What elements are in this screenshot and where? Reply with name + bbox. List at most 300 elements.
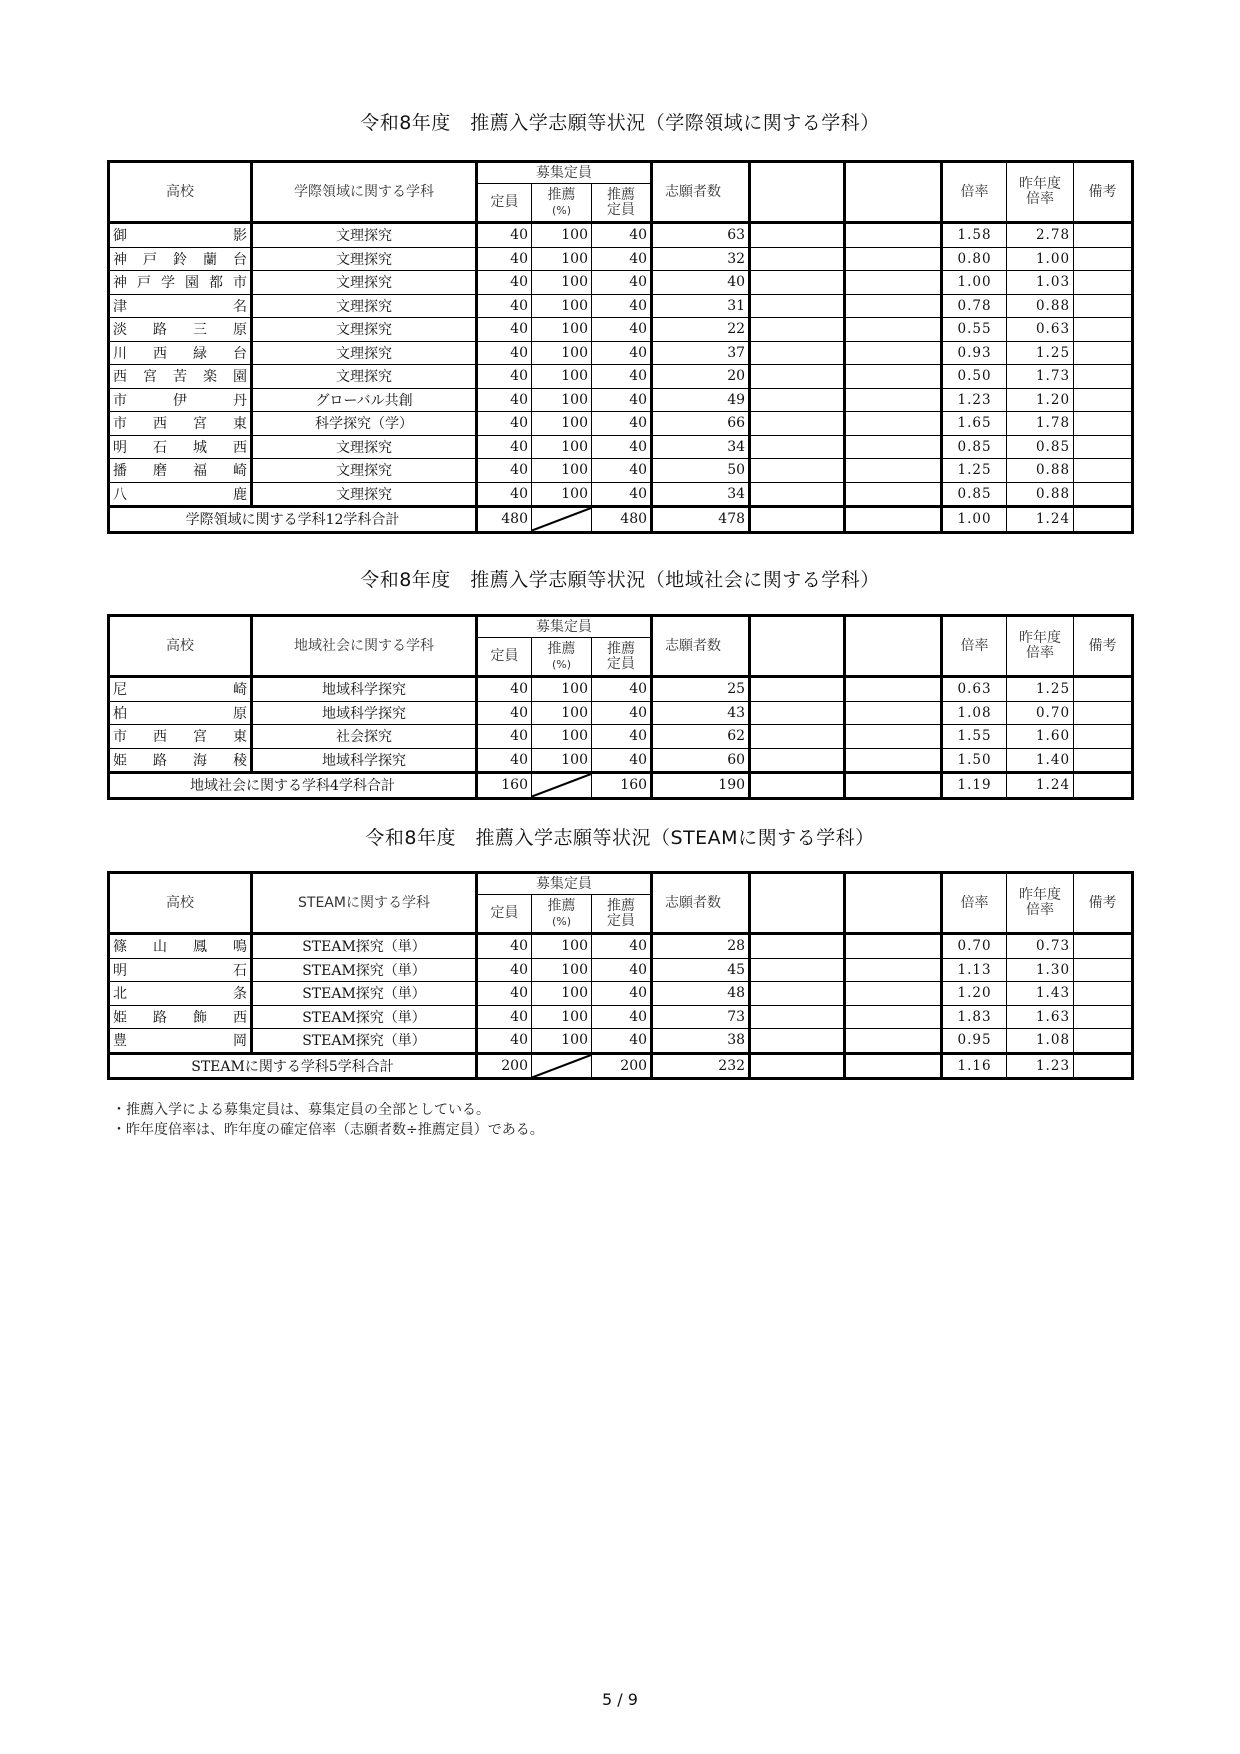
rec-pct-cell: 100: [532, 701, 592, 725]
subject-cell: STEAM探究（単）: [252, 1005, 477, 1029]
rec-quota-cell: 40: [592, 1029, 652, 1054]
header-prev-rate: [1007, 162, 1074, 223]
section-title: 令和8年度 推薦入学志願等状況（学際領域に関する学科）: [360, 112, 880, 134]
rec-pct-cell: 100: [532, 412, 592, 436]
prev-rate-cell: 0.63: [1007, 318, 1074, 342]
school-cell: [109, 748, 252, 773]
subject-cell: 文理探究: [252, 223, 477, 248]
header-blank: [845, 162, 942, 223]
blank-cell: [750, 1053, 845, 1079]
header-remarks: 備考: [1074, 162, 1133, 223]
prev-rate-cell: 0.88: [1007, 459, 1074, 483]
school-name-char: 条: [233, 986, 247, 1003]
rec-quota-cell: 40: [592, 341, 652, 365]
footnote: ・昨年度倍率は、昨年度の確定倍率（志願者数÷推薦定員）である。: [112, 1122, 544, 1138]
school-name-char: 三: [193, 322, 207, 339]
quota-cell: 40: [477, 247, 532, 271]
rec-pct-cell: 100: [532, 748, 592, 773]
applicants-cell: 43: [652, 701, 750, 725]
blank-cell: [750, 1005, 845, 1029]
page-number: 5 / 9: [602, 1690, 638, 1709]
total-row: [109, 507, 1133, 533]
applicants-cell: 38: [652, 1029, 750, 1054]
total-applicants-cell: 190: [652, 773, 750, 799]
school-name-char: 西: [153, 729, 167, 746]
blank-cell: [750, 677, 845, 702]
applicants-cell: 31: [652, 294, 750, 318]
school-name-char: 鳴: [233, 939, 247, 956]
rate-cell: 0.70: [942, 934, 1007, 959]
school-name-char: 城: [193, 439, 207, 456]
header-quota-group: 募集定員: [477, 616, 652, 638]
quota-cell: 40: [477, 294, 532, 318]
subject-cell: 地域科学探究: [252, 701, 477, 725]
total-label: STEAMに関する学科5学科合計: [109, 1053, 477, 1079]
remarks-cell: [1074, 271, 1133, 295]
blank-cell: [750, 294, 845, 318]
blank-cell: [750, 412, 845, 436]
prev-rate-cell: 1.73: [1007, 365, 1074, 389]
school-name-char: 路: [153, 322, 167, 339]
prev-rate-cell: 0.70: [1007, 701, 1074, 725]
header-school: 高校: [109, 873, 252, 934]
remarks-cell: [1074, 1053, 1133, 1079]
prev-rate-cell: 1.25: [1007, 677, 1074, 702]
remarks-cell: [1074, 223, 1133, 248]
table-row: [109, 725, 1133, 749]
quota-cell: 40: [477, 701, 532, 725]
subject-cell: 社会探究: [252, 725, 477, 749]
rate-cell: 1.23: [942, 388, 1007, 412]
school-name-char: 神: [113, 251, 127, 268]
diagonal-line-icon: [532, 774, 591, 797]
rec-quota-cell: 40: [592, 318, 652, 342]
blank-cell: [845, 482, 942, 507]
table-row: [109, 271, 1133, 295]
blank-cell: [750, 958, 845, 982]
prev-rate-cell: 1.25: [1007, 341, 1074, 365]
header-rec-quota-line1: 推薦: [607, 186, 636, 203]
subject-cell: STEAM探究（単）: [252, 982, 477, 1006]
school-name-char: 西: [233, 1009, 247, 1026]
subject-cell: STEAM探究（単）: [252, 958, 477, 982]
school-name-char: 福: [193, 463, 207, 480]
prev-rate-cell: 1.00: [1007, 247, 1074, 271]
school-name-char: 鈴: [173, 251, 187, 268]
remarks-cell: [1074, 748, 1133, 773]
blank-cell: [750, 748, 845, 773]
remarks-cell: [1074, 1029, 1133, 1054]
header-rec-quota-line2: 定員: [607, 655, 636, 672]
rec-quota-cell: 40: [592, 459, 652, 483]
blank-cell: [750, 982, 845, 1006]
rec-quota-cell: 40: [592, 677, 652, 702]
blank-cell: [845, 1029, 942, 1054]
table-row: [109, 412, 1133, 436]
applicants-cell: 62: [652, 725, 750, 749]
rec-pct-cell: 100: [532, 294, 592, 318]
school-name-char: 石: [233, 962, 247, 979]
school-name-char: 北: [113, 986, 127, 1003]
school-name-char: 姫: [113, 1009, 127, 1026]
school-name-char: 磨: [153, 463, 167, 480]
applicants-cell: 20: [652, 365, 750, 389]
subject-cell: 文理探究: [252, 459, 477, 483]
blank-cell: [750, 271, 845, 295]
rec-quota-cell: 40: [592, 435, 652, 459]
header-blank: [845, 873, 942, 934]
table-row: [109, 748, 1133, 773]
subject-cell: 文理探究: [252, 247, 477, 271]
school-name-char: 崎: [233, 682, 247, 699]
school-name-char: 台: [233, 345, 247, 362]
school-name-char: 明: [113, 962, 127, 979]
quota-cell: 40: [477, 958, 532, 982]
header-rec-pct: [532, 895, 592, 934]
school-name-char: 神: [113, 275, 127, 292]
total-rate-cell: 1.16: [942, 1053, 1007, 1079]
remarks-cell: [1074, 1005, 1133, 1029]
school-name-char: 伊: [173, 392, 187, 409]
quota-cell: 40: [477, 271, 532, 295]
table-row: [109, 1029, 1133, 1054]
subject-cell: STEAM探究（単）: [252, 1029, 477, 1054]
table-row: [109, 318, 1133, 342]
school-name-char: 丹: [233, 392, 247, 409]
remarks-cell: [1074, 247, 1133, 271]
school-name-char: 西: [153, 345, 167, 362]
applicants-cell: 73: [652, 1005, 750, 1029]
header-blank: [845, 616, 942, 677]
rate-cell: 0.93: [942, 341, 1007, 365]
header-quota: 定員: [477, 638, 532, 677]
header-rate: 倍率: [942, 873, 1007, 934]
rec-pct-cell: 100: [532, 365, 592, 389]
school-name-char: 西: [153, 416, 167, 433]
header-rec-quota-line2: 定員: [607, 201, 636, 218]
school-name-char: 御: [113, 228, 127, 245]
remarks-cell: [1074, 725, 1133, 749]
header-quota: 定員: [477, 895, 532, 934]
rec-pct-cell: 100: [532, 677, 592, 702]
quota-cell: 40: [477, 388, 532, 412]
school-cell: [109, 247, 252, 271]
header-applicants: 志願者数: [652, 616, 750, 677]
blank-cell: [845, 412, 942, 436]
rate-cell: 0.55: [942, 318, 1007, 342]
remarks-cell: [1074, 507, 1133, 533]
applicants-cell: 48: [652, 982, 750, 1006]
school-name-char: 緑: [193, 345, 207, 362]
school-name-char: 姫: [113, 752, 127, 769]
rec-quota-cell: 40: [592, 934, 652, 959]
table-row: [109, 958, 1133, 982]
header-quota-group: 募集定員: [477, 873, 652, 895]
remarks-cell: [1074, 435, 1133, 459]
diagonal-slash-cell: [532, 773, 592, 799]
subject-cell: 文理探究: [252, 341, 477, 365]
footnotes: [112, 1100, 544, 1140]
remarks-cell: [1074, 365, 1133, 389]
blank-cell: [750, 701, 845, 725]
header-rec-pct-line1: 推薦: [547, 640, 576, 657]
rate-cell: 1.13: [942, 958, 1007, 982]
rec-pct-cell: 100: [532, 271, 592, 295]
rec-quota-cell: 40: [592, 223, 652, 248]
school-name-char: 西: [113, 369, 127, 386]
section-title: 令和8年度 推薦入学志願等状況（STEAMに関する学科）: [365, 827, 875, 849]
table-row: [109, 247, 1133, 271]
blank-cell: [845, 365, 942, 389]
school-cell: [109, 294, 252, 318]
school-name-char: 市: [233, 275, 247, 292]
school-name-char: 名: [233, 298, 247, 315]
school-cell: [109, 341, 252, 365]
total-quota-cell: 160: [477, 773, 532, 799]
subject-cell: グローバル共創: [252, 388, 477, 412]
rate-cell: 0.85: [942, 435, 1007, 459]
school-name-char: 宮: [143, 369, 157, 386]
subject-cell: 文理探究: [252, 271, 477, 295]
school-name-char: 篠: [113, 939, 127, 956]
blank-cell: [750, 1029, 845, 1054]
school-name-char: 園: [233, 369, 247, 386]
header-remarks: 備考: [1074, 873, 1133, 934]
total-label: 地域社会に関する学科4学科合計: [109, 773, 477, 799]
remarks-cell: [1074, 482, 1133, 507]
table-row: [109, 223, 1133, 248]
header-rec-pct-line2: (%): [551, 657, 572, 671]
rate-cell: 0.50: [942, 365, 1007, 389]
subject-cell: 地域科学探究: [252, 748, 477, 773]
school-name-char: 東: [233, 729, 247, 746]
school-name-char: 八: [113, 486, 127, 503]
rate-cell: 1.58: [942, 223, 1007, 248]
subject-cell: STEAM探究（単）: [252, 934, 477, 959]
blank-cell: [750, 773, 845, 799]
rate-cell: 1.08: [942, 701, 1007, 725]
blank-cell: [845, 725, 942, 749]
remarks-cell: [1074, 388, 1133, 412]
applicants-cell: 66: [652, 412, 750, 436]
total-prev-rate-cell: 1.23: [1007, 1053, 1074, 1079]
blank-cell: [750, 507, 845, 533]
total-rate-cell: 1.00: [942, 507, 1007, 533]
school-cell: [109, 482, 252, 507]
rec-pct-cell: 100: [532, 725, 592, 749]
applicants-cell: 22: [652, 318, 750, 342]
blank-cell: [750, 388, 845, 412]
table-row: [109, 1005, 1133, 1029]
blank-cell: [750, 365, 845, 389]
blank-cell: [845, 459, 942, 483]
prev-rate-cell: 0.88: [1007, 482, 1074, 507]
total-prev-rate-cell: 1.24: [1007, 507, 1074, 533]
application-status-table: [107, 614, 1134, 800]
school-name-char: 岡: [233, 1033, 247, 1050]
prev-rate-cell: 1.40: [1007, 748, 1074, 773]
school-cell: [109, 435, 252, 459]
blank-cell: [750, 223, 845, 248]
rate-cell: 1.83: [942, 1005, 1007, 1029]
header-applicants: 志願者数: [652, 873, 750, 934]
school-name-char: 都: [209, 275, 223, 292]
header-rec-quota-line1: 推薦: [607, 897, 636, 914]
rate-cell: 0.78: [942, 294, 1007, 318]
school-name-char: 市: [113, 392, 127, 409]
school-name-char: 飾: [193, 1009, 207, 1026]
applicants-cell: 34: [652, 482, 750, 507]
subject-cell: 文理探究: [252, 365, 477, 389]
applicants-cell: 37: [652, 341, 750, 365]
blank-cell: [845, 294, 942, 318]
applicants-cell: 34: [652, 435, 750, 459]
table-row: [109, 701, 1133, 725]
total-rec-quota-cell: 200: [592, 1053, 652, 1079]
remarks-cell: [1074, 701, 1133, 725]
blank-cell: [845, 341, 942, 365]
school-name-char: 西: [233, 439, 247, 456]
school-name-char: 東: [233, 416, 247, 433]
rate-cell: 0.80: [942, 247, 1007, 271]
quota-cell: 40: [477, 1029, 532, 1054]
school-name-char: 影: [233, 228, 247, 245]
school-cell: [109, 958, 252, 982]
rate-cell: 0.95: [942, 1029, 1007, 1054]
school-name-char: 宮: [193, 729, 207, 746]
rate-cell: 1.20: [942, 982, 1007, 1006]
total-label: 学際領域に関する学科12学科合計: [109, 507, 477, 533]
header-rec-quota: [592, 638, 652, 677]
header-blank: [750, 616, 845, 677]
remarks-cell: [1074, 318, 1133, 342]
prev-rate-cell: 1.03: [1007, 271, 1074, 295]
applicants-cell: 60: [652, 748, 750, 773]
quota-cell: 40: [477, 934, 532, 959]
blank-cell: [845, 507, 942, 533]
school-cell: [109, 412, 252, 436]
remarks-cell: [1074, 982, 1133, 1006]
rec-quota-cell: 40: [592, 365, 652, 389]
table-row: [109, 365, 1133, 389]
school-name-char: 柏: [113, 705, 127, 722]
header-subject: 地域社会に関する学科: [252, 616, 477, 677]
rec-quota-cell: 40: [592, 247, 652, 271]
blank-cell: [845, 318, 942, 342]
blank-cell: [845, 1053, 942, 1079]
diagonal-line-icon: [532, 1055, 591, 1078]
quota-cell: 40: [477, 223, 532, 248]
table-row: [109, 677, 1133, 702]
rec-pct-cell: 100: [532, 318, 592, 342]
school-name-char: 鹿: [233, 486, 247, 503]
table-row: [109, 459, 1133, 483]
header-remarks: 備考: [1074, 616, 1133, 677]
blank-cell: [845, 271, 942, 295]
application-status-table: [107, 871, 1134, 1080]
school-cell: [109, 934, 252, 959]
table-row: [109, 388, 1133, 412]
total-applicants-cell: 232: [652, 1053, 750, 1079]
application-status-table: [107, 160, 1134, 534]
remarks-cell: [1074, 412, 1133, 436]
school-name-char: 津: [113, 298, 127, 315]
remarks-cell: [1074, 934, 1133, 959]
applicants-cell: 28: [652, 934, 750, 959]
table-row: [109, 482, 1133, 507]
school-name-char: 川: [113, 345, 127, 362]
school-cell: [109, 365, 252, 389]
header-prev-rate-line2: 倍率: [1026, 645, 1055, 661]
blank-cell: [750, 318, 845, 342]
school-name-char: 宮: [193, 416, 207, 433]
header-prev-rate-line1: 昨年度: [1019, 887, 1062, 903]
remarks-cell: [1074, 677, 1133, 702]
applicants-cell: 40: [652, 271, 750, 295]
school-name-char: 播: [113, 463, 127, 480]
school-cell: [109, 271, 252, 295]
rec-pct-cell: 100: [532, 1029, 592, 1054]
applicants-cell: 63: [652, 223, 750, 248]
school-name-char: 鳳: [193, 939, 207, 956]
rec-pct-cell: 100: [532, 958, 592, 982]
total-row: [109, 1053, 1133, 1079]
rate-cell: 1.50: [942, 748, 1007, 773]
rate-cell: 0.63: [942, 677, 1007, 702]
rate-cell: 1.00: [942, 271, 1007, 295]
rec-quota-cell: 40: [592, 748, 652, 773]
school-cell: [109, 701, 252, 725]
quota-cell: 40: [477, 677, 532, 702]
rec-pct-cell: 100: [532, 388, 592, 412]
applicants-cell: 25: [652, 677, 750, 702]
rec-pct-cell: 100: [532, 982, 592, 1006]
school-name-char: 原: [233, 705, 247, 722]
blank-cell: [845, 1005, 942, 1029]
blank-cell: [845, 982, 942, 1006]
total-rec-quota-cell: 160: [592, 773, 652, 799]
subject-cell: 文理探究: [252, 294, 477, 318]
rec-pct-cell: 100: [532, 247, 592, 271]
school-name-char: 淡: [113, 322, 127, 339]
header-quota: 定員: [477, 184, 532, 223]
blank-cell: [845, 748, 942, 773]
blank-cell: [845, 247, 942, 271]
school-name-char: 戸: [143, 251, 157, 268]
rec-pct-cell: 100: [532, 482, 592, 507]
total-prev-rate-cell: 1.24: [1007, 773, 1074, 799]
school-cell: [109, 223, 252, 248]
header-school: 高校: [109, 616, 252, 677]
rec-quota-cell: 40: [592, 958, 652, 982]
rec-quota-cell: 40: [592, 982, 652, 1006]
rec-pct-cell: 100: [532, 934, 592, 959]
diagonal-slash-cell: [532, 1053, 592, 1079]
subject-cell: 文理探究: [252, 482, 477, 507]
header-rec-quota: [592, 184, 652, 223]
school-cell: [109, 388, 252, 412]
school-name-char: 戸: [137, 275, 151, 292]
rec-quota-cell: 40: [592, 294, 652, 318]
school-cell: [109, 1029, 252, 1054]
header-rec-pct-line2: (%): [551, 203, 572, 217]
remarks-cell: [1074, 294, 1133, 318]
header-rec-pct-line1: 推薦: [547, 186, 576, 203]
header-rate: 倍率: [942, 616, 1007, 677]
remarks-cell: [1074, 773, 1133, 799]
header-prev-rate-line2: 倍率: [1026, 902, 1055, 918]
blank-cell: [845, 773, 942, 799]
